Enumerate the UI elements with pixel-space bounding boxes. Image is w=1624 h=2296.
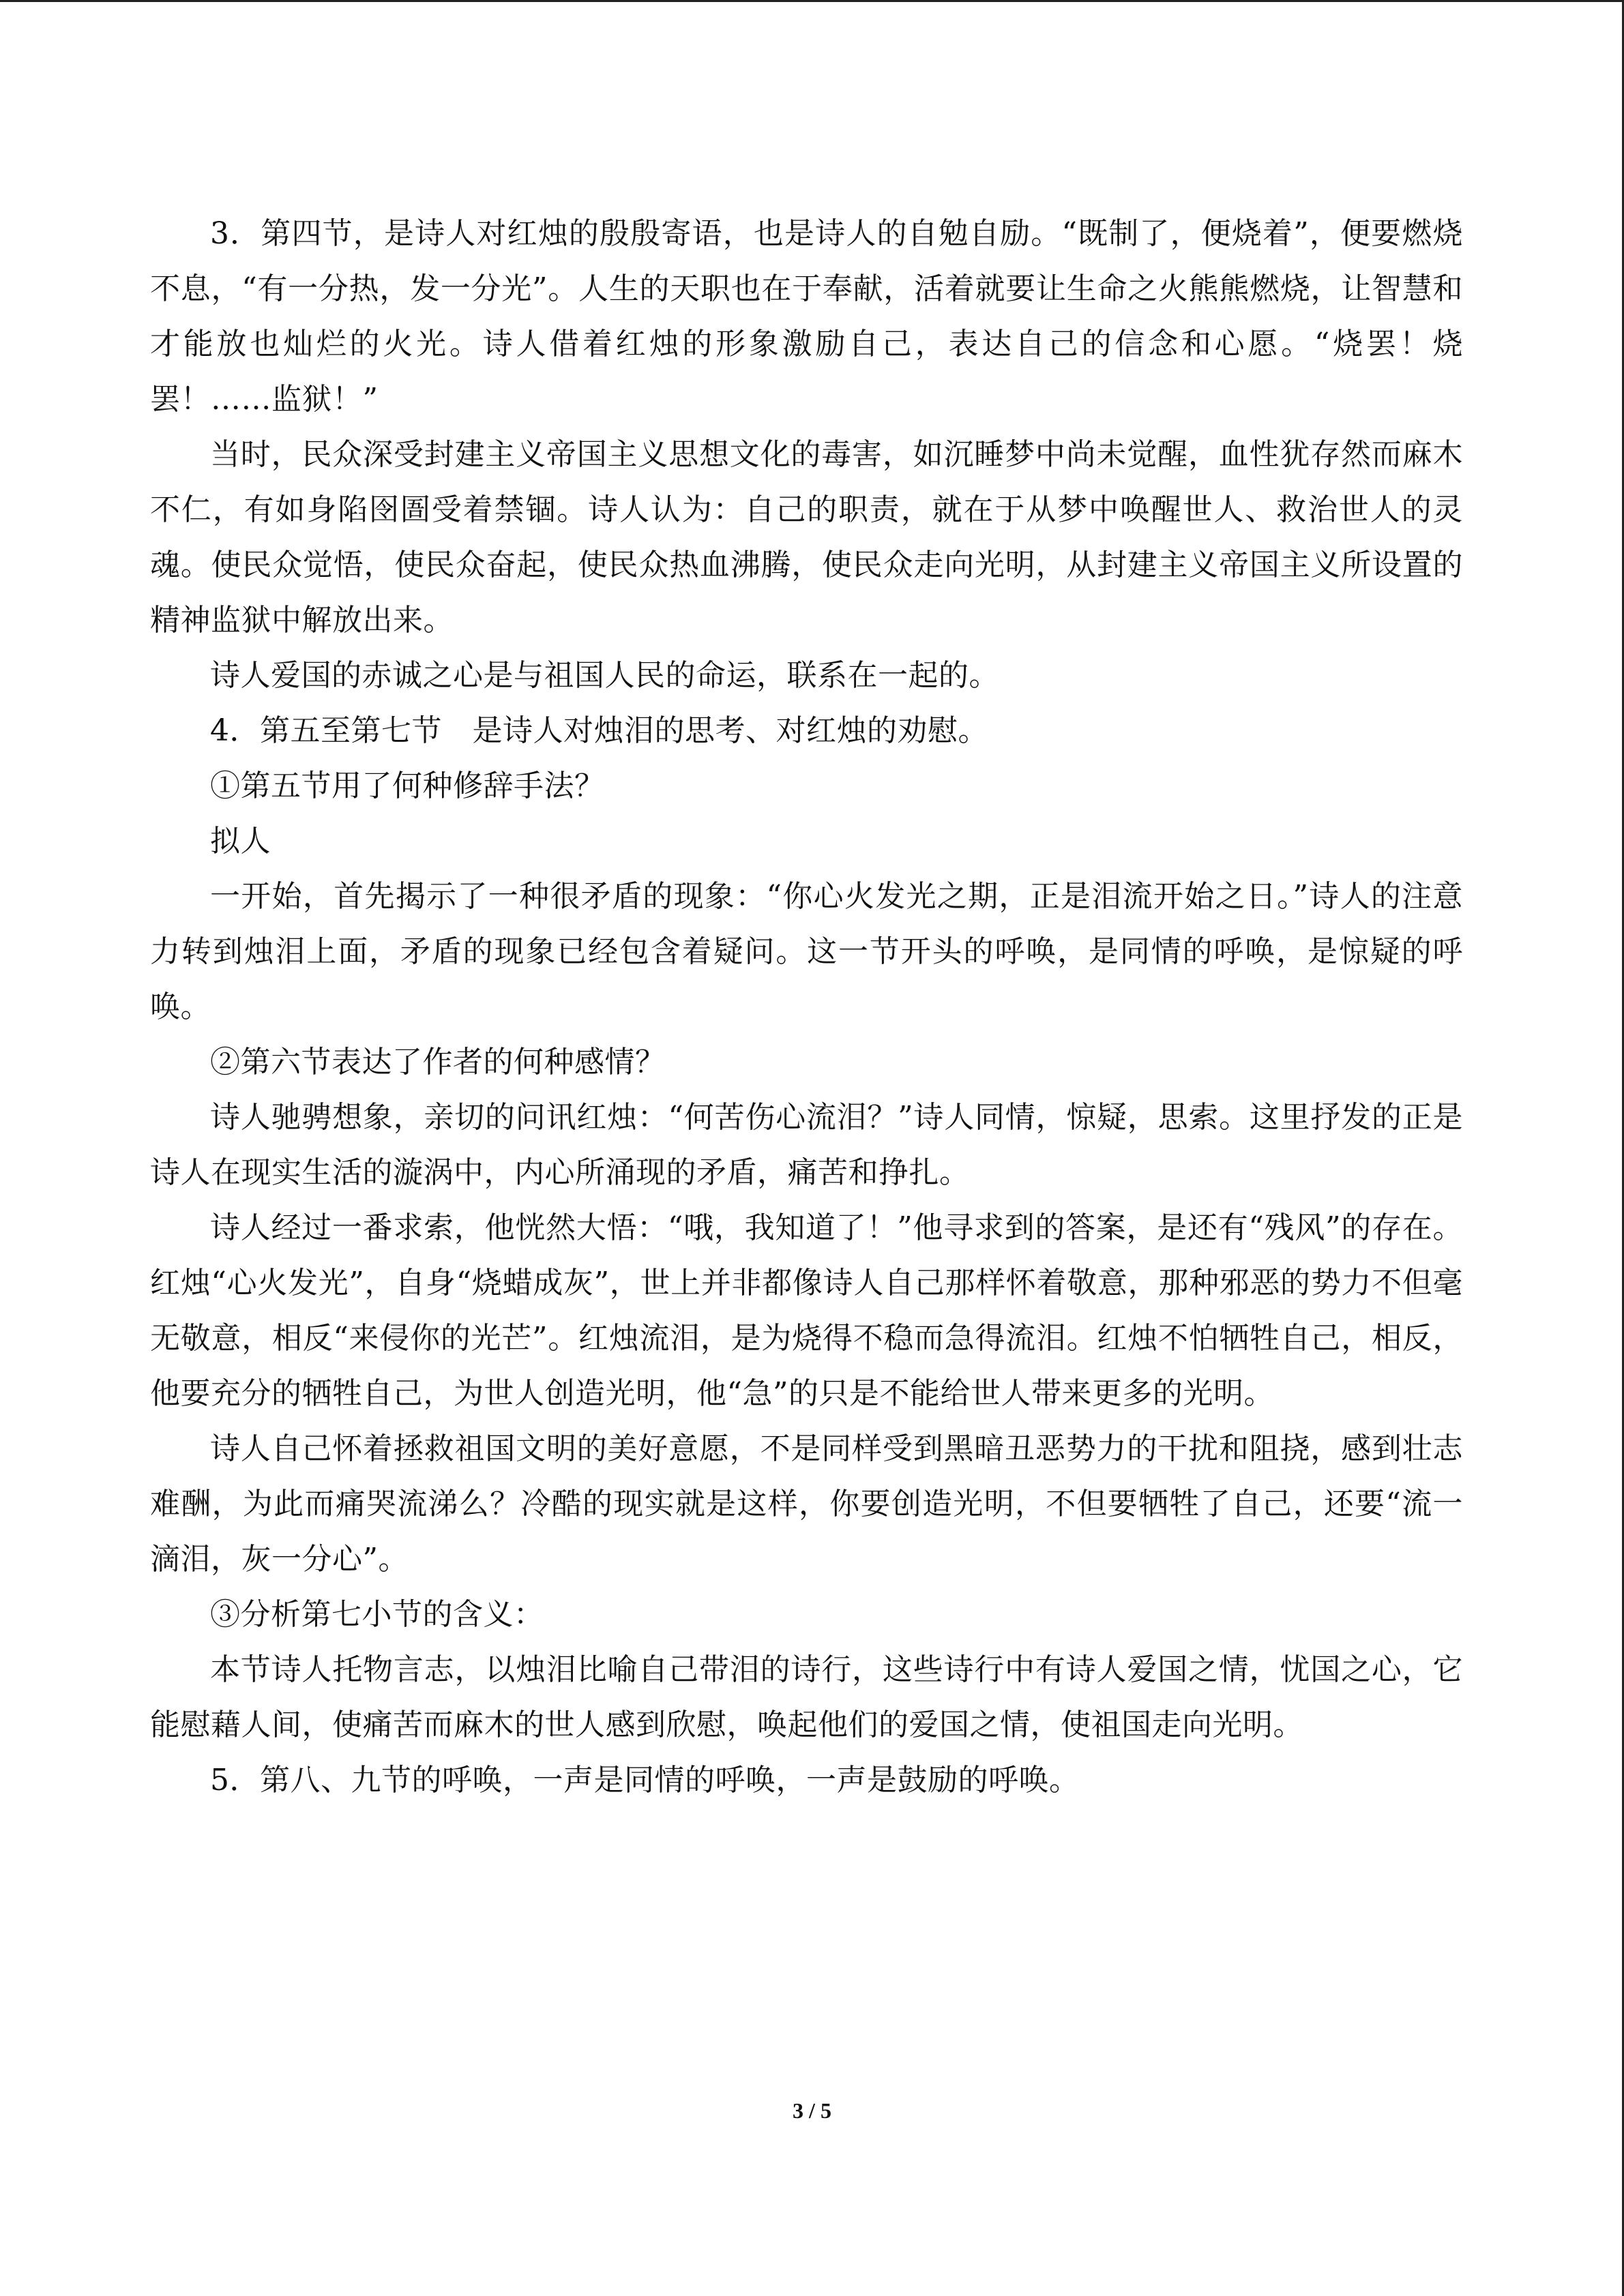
paragraph-patriotism: 诗人爱国的赤诚之心是与祖国人民的命运，联系在一起的。 [210,658,999,693]
document-body [150,206,1463,1808]
page-number: 3 / 5 [793,2098,831,2123]
question-1: ①第五节用了何种修辞手法？ [210,769,605,803]
paragraph-sections-5-7: 4．第五至第七节 是诗人对烛泪的思考、对红烛的劝慰。 [210,713,988,748]
paragraph-imagination: 诗人驰骋想象，亲切的问讯红烛：“何苦伤心流泪？”诗人同情，惊疑，思索。这里抒发的正是诗人在现实生活的漩涡中，内心所涌现的矛盾，痛苦和挣扎。 [150,1100,1463,1190]
answer-1: 拟人 [210,824,271,859]
question-3: ③分析第七小节的含义： [210,1597,544,1632]
question-2: ②第六节表达了作者的何种感情？ [210,1045,666,1079]
paragraph-contradiction: 一开始，首先揭示了一种很矛盾的现象：“你心火发光之期，正是泪流开始之日。”诗人的注意力转到烛泪上面，矛盾的现象已经包含着疑问。这一节开头的呼唤，是同情的呼唤，是惊疑的呼唤。 [150,879,1463,1024]
paragraph-realization: 诗人经过一番求索，他恍然大悟：“哦，我知道了！”他寻求到的答案，是还有“残风”的存在。红烛“心火发光”，自身“烧蜡成灰”，世上并非都像诗人自己那样怀着敬意，那种邪恶的势力不但毫无敬意，相反“来侵你的光芒”。红烛流泪，是为烧得不稳而急得流泪。红烛不怕牺牲自己，相反，他要充分的牺牲自己，为世人创造光明，他“急”的只是不能给世人带来更多的光明。 [150,1210,1463,1411]
paragraph-metaphor: 本节诗人托物言志，以烛泪比喻自己带泪的诗行，这些诗行中有诗人爱国之情，忧国之心，它能慰藉人间，使痛苦而麻木的世人感到欣慰，唤起他们的爱国之情，使祖国走向光明。 [150,1652,1463,1742]
paragraph-section-4: 3．第四节，是诗人对红烛的殷殷寄语，也是诗人的自勉自励。“既制了，便烧着”，便要燃烧不息，“有一分热，发一分光”。人生的天职也在于奉献，活着就要让生命之火熊熊燃烧，让智慧和才能放也灿烂的火光。诗人借着红烛的形象激励自己，表达自己的信念和心愿。“烧罢！烧罢！……监狱！” [150,216,1463,417]
paragraph-sections-8-9: 5．第八、九节的呼唤，一声是同情的呼唤，一声是鼓励的呼唤。 [210,1763,1080,1798]
page-top-border [0,0,1624,2]
paragraph-ideals: 诗人自己怀着拯救祖国文明的美好意愿，不是同样受到黑暗丑恶势力的干扰和阻挠，感到壮志难酬，为此而痛哭流涕么？冷酷的现实就是这样，你要创造光明，不但要牺牲了自己，还要“流一滴泪，灰一分心”。 [150,1431,1463,1577]
paragraph-context: 当时，民众深受封建主义帝国主义思想文化的毒害，如沉睡梦中尚未觉醒，血性犹存然而麻木不仁，有如身陷囹圄受着禁锢。诗人认为：自己的职责，就在于从梦中唤醒世人、救治世人的灵魂。使民众觉悟，使民众奋起，使民众热血沸腾，使民众走向光明，从封建主义帝国主义所设置的精神监狱中解放出来。 [150,437,1463,638]
